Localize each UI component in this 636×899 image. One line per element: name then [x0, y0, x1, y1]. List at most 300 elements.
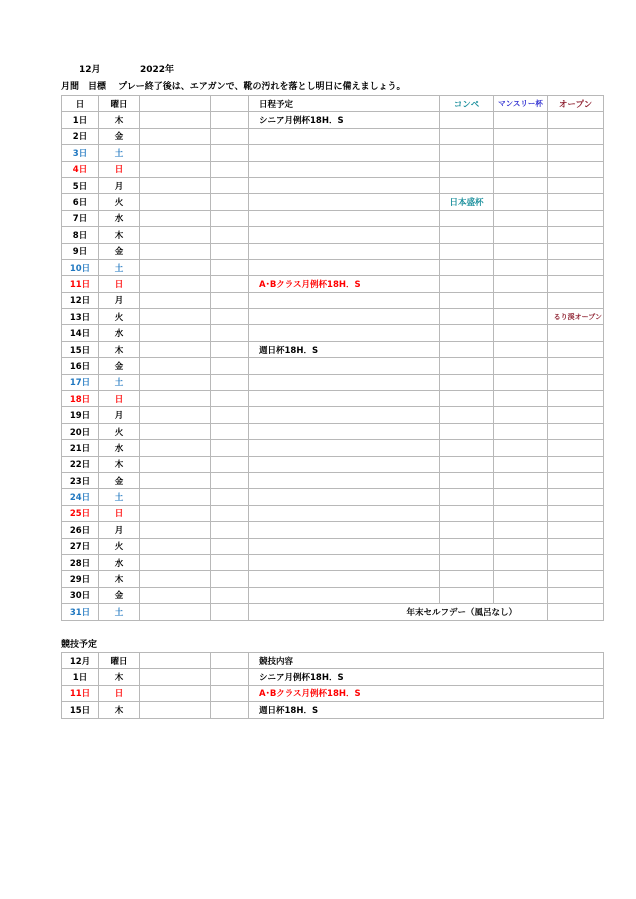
blank-cell — [211, 456, 249, 472]
blank-cell — [211, 325, 249, 341]
blank-cell — [140, 456, 211, 472]
event-cell: A･Bクラス月例杯18H．S — [249, 276, 440, 292]
day-cell: 1日 — [62, 112, 99, 128]
blank-cell — [211, 587, 249, 603]
blank-cell — [211, 145, 249, 161]
day-cell: 14日 — [62, 325, 99, 341]
compe-cell — [440, 145, 494, 161]
blank-cell — [140, 243, 211, 259]
dow-cell: 金 — [99, 358, 140, 374]
dow-cell: 火 — [99, 309, 140, 325]
blank-cell — [211, 292, 249, 308]
day-cell: 26日 — [62, 522, 99, 538]
day-cell: 29日 — [62, 571, 99, 587]
schedule-row — [62, 276, 604, 292]
blank-cell — [211, 210, 249, 226]
monthly-cell — [494, 407, 548, 423]
monthly-cell — [494, 292, 548, 308]
schedule-row — [62, 145, 604, 161]
dow-cell: 火 — [99, 423, 140, 439]
comp-day-cell: 1日 — [62, 669, 99, 685]
schedule-row — [62, 440, 604, 456]
open-cell — [548, 505, 604, 521]
compe-cell — [440, 292, 494, 308]
blank-cell — [211, 194, 249, 210]
event-cell — [249, 440, 440, 456]
open-cell — [548, 210, 604, 226]
schedule-row — [62, 522, 604, 538]
day-cell: 17日 — [62, 374, 99, 390]
event-cell — [249, 407, 440, 423]
compe-cell — [440, 440, 494, 456]
compe-cell — [440, 554, 494, 570]
dow-cell: 水 — [99, 325, 140, 341]
blank-cell — [211, 128, 249, 144]
compe-cell — [440, 522, 494, 538]
open-cell — [548, 227, 604, 243]
open-cell — [548, 325, 604, 341]
dow-cell: 金 — [99, 128, 140, 144]
monthly-cell — [494, 112, 548, 128]
compe-cell — [440, 538, 494, 554]
open-cell — [548, 407, 604, 423]
compe-cell — [440, 243, 494, 259]
dow-cell: 火 — [99, 538, 140, 554]
dow-cell: 月 — [99, 522, 140, 538]
schedule-table — [61, 95, 604, 621]
compe-cell — [440, 341, 494, 357]
monthly-cell — [494, 210, 548, 226]
blank-cell — [140, 276, 211, 292]
comp-col-month: 12月 — [62, 653, 99, 669]
comp-dow-cell: 日 — [99, 685, 140, 701]
schedule-row — [62, 358, 604, 374]
open-cell — [548, 604, 604, 620]
monthly-cell — [494, 391, 548, 407]
dow-cell: 土 — [99, 145, 140, 161]
compe-cell — [440, 505, 494, 521]
event-cell — [249, 538, 440, 554]
blank-cell — [140, 538, 211, 554]
open-cell — [548, 571, 604, 587]
monthly-cell — [494, 456, 548, 472]
day-cell: 18日 — [62, 391, 99, 407]
blank-cell — [211, 669, 249, 685]
dow-cell: 金 — [99, 243, 140, 259]
open-cell — [548, 177, 604, 193]
monthly-cell — [494, 571, 548, 587]
event-cell — [249, 571, 440, 587]
competition-row — [62, 669, 604, 685]
comp-day-cell: 11日 — [62, 685, 99, 701]
compe-cell — [440, 587, 494, 603]
comp-col-blank-1 — [140, 653, 211, 669]
dow-cell: 水 — [99, 210, 140, 226]
open-cell — [548, 276, 604, 292]
open-cell: るり渓オープン — [548, 309, 604, 325]
day-cell: 31日 — [62, 604, 99, 620]
open-cell — [548, 587, 604, 603]
blank-cell — [211, 489, 249, 505]
open-cell — [548, 243, 604, 259]
competition-table — [61, 652, 604, 719]
header-month: 12月 — [79, 65, 101, 75]
blank-cell — [211, 341, 249, 357]
blank-cell — [211, 309, 249, 325]
event-cell: シニア月例杯18H．S — [249, 112, 440, 128]
schedule-row — [62, 456, 604, 472]
open-cell — [548, 145, 604, 161]
blank-cell — [211, 505, 249, 521]
schedule-row — [62, 227, 604, 243]
blank-cell — [211, 243, 249, 259]
blank-cell — [211, 177, 249, 193]
event-cell — [249, 309, 440, 325]
open-cell — [548, 358, 604, 374]
compe-cell — [440, 227, 494, 243]
schedule-row — [62, 489, 604, 505]
comp-event-cell: 週日杯18H．S — [249, 702, 604, 718]
event-cell: 週日杯18H．S — [249, 341, 440, 357]
blank-cell — [140, 440, 211, 456]
event-cell — [249, 259, 440, 275]
monthly-cell — [494, 472, 548, 488]
day-cell: 11日 — [62, 276, 99, 292]
monthly-cell — [494, 128, 548, 144]
open-cell — [548, 456, 604, 472]
schedule-row — [62, 554, 604, 570]
monthly-cell — [494, 325, 548, 341]
day-cell: 4日 — [62, 161, 99, 177]
monthly-cell — [494, 194, 548, 210]
day-cell: 28日 — [62, 554, 99, 570]
day-cell: 21日 — [62, 440, 99, 456]
schedule-row — [62, 161, 604, 177]
compe-cell — [440, 571, 494, 587]
dow-cell: 日 — [99, 276, 140, 292]
blank-cell — [211, 358, 249, 374]
blank-cell — [211, 538, 249, 554]
blank-cell — [211, 161, 249, 177]
blank-cell — [140, 489, 211, 505]
event-cell — [249, 587, 440, 603]
blank-cell — [140, 128, 211, 144]
blank-cell — [211, 259, 249, 275]
compe-cell — [440, 259, 494, 275]
event-cell — [249, 177, 440, 193]
dow-cell: 土 — [99, 604, 140, 620]
schedule-row — [62, 259, 604, 275]
compe-cell — [440, 128, 494, 144]
competition-title: 競技予定 — [61, 640, 98, 650]
dow-cell: 木 — [99, 341, 140, 357]
blank-cell — [140, 177, 211, 193]
blank-cell — [140, 702, 211, 718]
event-cell — [249, 243, 440, 259]
open-cell — [548, 292, 604, 308]
dow-cell: 金 — [99, 587, 140, 603]
col-blank-2 — [211, 96, 249, 112]
open-cell — [548, 440, 604, 456]
comp-col-content: 競技内容 — [249, 653, 604, 669]
event-cell — [249, 391, 440, 407]
day-cell: 30日 — [62, 587, 99, 603]
monthly-cell — [494, 309, 548, 325]
event-cell — [249, 374, 440, 390]
blank-cell — [140, 227, 211, 243]
schedule-row — [62, 128, 604, 144]
blank-cell — [140, 358, 211, 374]
monthly-cell — [494, 538, 548, 554]
monthly-cell — [494, 177, 548, 193]
blank-cell — [140, 341, 211, 357]
schedule-row — [62, 472, 604, 488]
comp-event-cell: シニア月例杯18H．S — [249, 669, 604, 685]
compe-cell — [440, 309, 494, 325]
monthly-cell — [494, 423, 548, 439]
comp-event-cell: A･Bクラス月例杯18H．S — [249, 685, 604, 701]
open-cell — [548, 522, 604, 538]
schedule-header-row — [62, 96, 604, 112]
dow-cell: 水 — [99, 554, 140, 570]
dow-cell: 木 — [99, 456, 140, 472]
blank-cell — [211, 571, 249, 587]
event-cell — [249, 210, 440, 226]
compe-cell — [440, 423, 494, 439]
open-cell — [548, 374, 604, 390]
compe-cell — [440, 472, 494, 488]
event-cell — [249, 325, 440, 341]
schedule-row — [62, 571, 604, 587]
blank-cell — [140, 685, 211, 701]
schedule-row — [62, 423, 604, 439]
open-cell — [548, 554, 604, 570]
monthly-cell — [494, 522, 548, 538]
blank-cell — [211, 276, 249, 292]
dow-cell: 土 — [99, 374, 140, 390]
dow-cell: 土 — [99, 259, 140, 275]
schedule-row — [62, 177, 604, 193]
col-monthly: マンスリー杯 — [494, 96, 548, 112]
blank-cell — [140, 374, 211, 390]
dow-cell: 日 — [99, 391, 140, 407]
blank-cell — [211, 227, 249, 243]
open-cell — [548, 489, 604, 505]
compe-cell — [440, 407, 494, 423]
dow-cell: 日 — [99, 161, 140, 177]
blank-cell — [140, 210, 211, 226]
event-cell — [249, 161, 440, 177]
dow-cell: 月 — [99, 292, 140, 308]
blank-cell — [140, 325, 211, 341]
open-cell — [548, 391, 604, 407]
day-cell: 5日 — [62, 177, 99, 193]
day-cell: 3日 — [62, 145, 99, 161]
dow-cell: 木 — [99, 112, 140, 128]
competition-header-row — [62, 653, 604, 669]
event-cell — [249, 194, 440, 210]
col-blank-1 — [140, 96, 211, 112]
event-cell — [249, 423, 440, 439]
event-cell — [249, 505, 440, 521]
schedule-row — [62, 604, 604, 620]
dow-cell: 水 — [99, 440, 140, 456]
compe-cell — [440, 391, 494, 407]
day-cell: 2日 — [62, 128, 99, 144]
blank-cell — [211, 702, 249, 718]
dow-cell: 木 — [99, 571, 140, 587]
blank-cell — [140, 112, 211, 128]
monthly-cell — [494, 554, 548, 570]
blank-cell — [140, 407, 211, 423]
schedule-row — [62, 505, 604, 521]
monthly-cell — [494, 259, 548, 275]
dow-cell: 木 — [99, 227, 140, 243]
blank-cell — [211, 112, 249, 128]
open-cell — [548, 423, 604, 439]
blank-cell — [140, 604, 211, 620]
blank-cell — [140, 669, 211, 685]
monthly-cell — [494, 374, 548, 390]
schedule-row — [62, 538, 604, 554]
event-cell — [249, 522, 440, 538]
monthly-cell — [494, 243, 548, 259]
monthly-cell — [494, 276, 548, 292]
blank-cell — [140, 309, 211, 325]
monthly-cell — [494, 440, 548, 456]
day-cell: 23日 — [62, 472, 99, 488]
day-cell: 24日 — [62, 489, 99, 505]
dow-cell: 火 — [99, 194, 140, 210]
blank-cell — [211, 391, 249, 407]
day-cell: 8日 — [62, 227, 99, 243]
blank-cell — [140, 505, 211, 521]
event-cell — [249, 358, 440, 374]
schedule-row — [62, 587, 604, 603]
compe-cell — [440, 177, 494, 193]
monthly-cell — [494, 489, 548, 505]
blank-cell — [211, 685, 249, 701]
dow-cell: 金 — [99, 472, 140, 488]
schedule-row — [62, 391, 604, 407]
monthly-cell — [494, 161, 548, 177]
blank-cell — [211, 522, 249, 538]
event-cell — [249, 554, 440, 570]
blank-cell — [140, 554, 211, 570]
blank-cell — [140, 423, 211, 439]
compe-cell — [440, 276, 494, 292]
day-cell: 20日 — [62, 423, 99, 439]
blank-cell — [140, 194, 211, 210]
comp-col-dow: 曜日 — [99, 653, 140, 669]
blank-cell — [140, 161, 211, 177]
monthly-cell — [494, 227, 548, 243]
compe-cell — [440, 456, 494, 472]
blank-cell — [140, 145, 211, 161]
monthly-cell — [494, 587, 548, 603]
header-year: 2022年 — [140, 65, 175, 75]
blank-cell — [140, 522, 211, 538]
compe-cell — [440, 161, 494, 177]
blank-cell — [211, 472, 249, 488]
monthly-cell — [494, 341, 548, 357]
day-cell: 15日 — [62, 341, 99, 357]
monthly-cell — [494, 505, 548, 521]
dow-cell: 日 — [99, 505, 140, 521]
dow-cell: 土 — [99, 489, 140, 505]
open-cell — [548, 472, 604, 488]
day-cell: 19日 — [62, 407, 99, 423]
compe-cell — [440, 374, 494, 390]
col-day: 日 — [62, 96, 99, 112]
open-cell — [548, 112, 604, 128]
open-cell — [548, 128, 604, 144]
competition-row — [62, 702, 604, 718]
schedule-row — [62, 292, 604, 308]
event-cell — [249, 489, 440, 505]
schedule-row — [62, 374, 604, 390]
blank-cell — [211, 374, 249, 390]
competition-row — [62, 685, 604, 701]
schedule-row — [62, 325, 604, 341]
monthly-cell — [494, 358, 548, 374]
blank-cell — [211, 440, 249, 456]
day-cell: 27日 — [62, 538, 99, 554]
day-cell: 16日 — [62, 358, 99, 374]
day-cell: 25日 — [62, 505, 99, 521]
day-cell: 6日 — [62, 194, 99, 210]
dow-cell: 月 — [99, 407, 140, 423]
schedule-row — [62, 341, 604, 357]
compe-cell — [440, 112, 494, 128]
compe-cell — [440, 325, 494, 341]
blank-cell — [211, 423, 249, 439]
compe-cell: 日本盛杯 — [440, 194, 494, 210]
col-schedule: 日程予定 — [249, 96, 440, 112]
day-cell: 12日 — [62, 292, 99, 308]
col-open: オープン — [548, 96, 604, 112]
day-cell: 7日 — [62, 210, 99, 226]
comp-day-cell: 15日 — [62, 702, 99, 718]
note-cell: 年末セルフデー（風呂なし） — [249, 604, 548, 620]
open-cell — [548, 341, 604, 357]
monthly-cell — [494, 145, 548, 161]
event-cell — [249, 128, 440, 144]
blank-cell — [140, 571, 211, 587]
day-cell: 9日 — [62, 243, 99, 259]
compe-cell — [440, 489, 494, 505]
compe-cell — [440, 358, 494, 374]
dow-cell: 月 — [99, 177, 140, 193]
open-cell — [548, 161, 604, 177]
compe-cell — [440, 210, 494, 226]
blank-cell — [211, 554, 249, 570]
blank-cell — [211, 604, 249, 620]
day-cell: 10日 — [62, 259, 99, 275]
monthly-goal: 月間 目標 プレー終了後は、エアガンで、靴の汚れを落とし明日に備えましょう。 — [61, 82, 406, 92]
open-cell — [548, 538, 604, 554]
schedule-row — [62, 407, 604, 423]
blank-cell — [140, 259, 211, 275]
schedule-row — [62, 210, 604, 226]
comp-dow-cell: 木 — [99, 702, 140, 718]
schedule-row — [62, 112, 604, 128]
event-cell — [249, 456, 440, 472]
open-cell — [548, 194, 604, 210]
day-cell: 13日 — [62, 309, 99, 325]
schedule-row — [62, 309, 604, 325]
blank-cell — [140, 472, 211, 488]
